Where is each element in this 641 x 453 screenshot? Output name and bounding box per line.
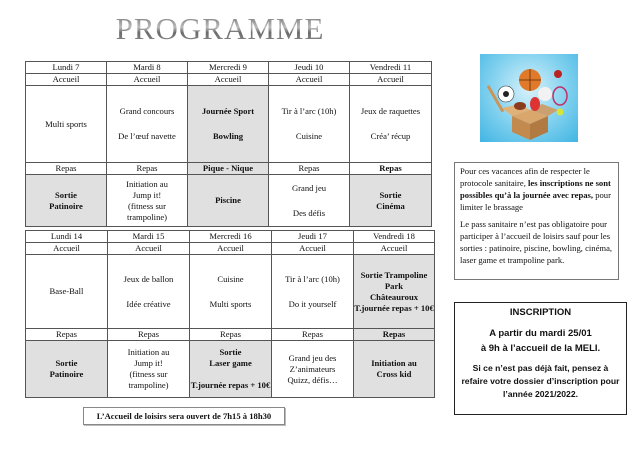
activity-line: Cuisine <box>295 131 323 141</box>
activity-line: T.journée repas + 10€ <box>190 380 271 390</box>
activity-line: Jump it! <box>134 358 163 368</box>
accueil-cell: Accueil <box>354 243 435 255</box>
activity-line: Jump it! <box>132 189 162 200</box>
afternoon-activity <box>190 341 272 398</box>
activity-line: Bowling <box>212 131 244 141</box>
accueil-cell: Accueil <box>272 243 354 255</box>
morning-activity <box>354 255 435 329</box>
activity-line: Laser game <box>209 358 252 368</box>
day-header: Mardi 15 <box>108 231 190 243</box>
afternoon-activity <box>269 175 350 227</box>
activity-line: Quizz, défis… <box>287 374 338 385</box>
accueil-cell: Accueil <box>188 74 269 86</box>
day-header: Mercredi 9 <box>188 62 269 74</box>
activity-line: De l’œuf navette <box>118 131 176 141</box>
lunch-cell <box>190 329 272 341</box>
activity-line: Grand jeu <box>291 182 327 193</box>
schedule-week-2 <box>25 230 435 398</box>
lunch-cell <box>269 163 350 175</box>
accueil-cell: Accueil <box>107 74 188 86</box>
health-pass-text: Le pass sanitaire n’est pas obligatoire pour participer à l’accueil de loisirs sauf pour les sorties : patinoire, piscine, bowling, cinéma, laser game et trampoline park. <box>460 219 613 265</box>
activity-line: Park <box>384 280 404 291</box>
lunch-label: Repas <box>137 329 159 339</box>
activity-line: Multi sports <box>209 298 252 309</box>
sports-box-image <box>480 54 578 142</box>
activity-line: Cuisine <box>217 273 244 284</box>
afternoon-activity <box>108 341 190 398</box>
morning-activity <box>107 86 188 163</box>
accueil-row <box>26 74 432 86</box>
morning-activity <box>269 86 350 163</box>
activity-line: Initiation au <box>371 358 417 368</box>
morning-row <box>26 86 432 163</box>
activity-line: Grand jeu des <box>288 352 337 363</box>
activity-line: Piscine <box>215 195 241 205</box>
activity-line: Initiation au <box>127 347 170 357</box>
activity-line: Sortie <box>55 358 78 368</box>
morning-activity <box>188 86 269 163</box>
days-row <box>26 62 432 74</box>
accueil-cell: Accueil <box>26 243 108 255</box>
accueil-cell: Accueil <box>108 243 190 255</box>
day-header: Vendredi 11 <box>350 62 432 74</box>
activity-line: Sortie <box>55 189 77 200</box>
activity-line: Créa’ récup <box>370 131 411 141</box>
activity-line: Cross kid <box>376 369 412 379</box>
activity-line: Tir à l’arc (10h) <box>285 273 340 284</box>
afternoon-activity <box>350 175 432 227</box>
lunch-label: Repas <box>219 329 241 339</box>
activity-line: (fitness sur trampoline) <box>126 200 168 222</box>
morning-activity <box>350 86 432 163</box>
morning-activity <box>26 86 107 163</box>
morning-activity <box>190 255 272 329</box>
activity-line: Sortie <box>379 189 402 200</box>
inscription-title: INSCRIPTION <box>509 307 572 318</box>
activity-line: Jeux de raquettes <box>360 106 421 116</box>
activity-line: trampoline) <box>128 380 169 390</box>
lunch-label: Repas <box>379 163 402 173</box>
lunch-cell <box>188 163 269 175</box>
sanitary-info-box <box>454 162 619 280</box>
afternoon-activity <box>26 175 107 227</box>
afternoon-activity <box>26 341 108 398</box>
activity-line: Multi sports <box>45 118 87 129</box>
inscription-note: Si ce n’est pas déjà fait, pensez à refaire votre dossier d’inscription pour l’année 2021/2022. <box>461 363 620 399</box>
activity-line: Sortie Trampoline <box>360 269 428 280</box>
activity-line: Initiation au <box>126 178 168 189</box>
afternoon-activity <box>107 175 188 227</box>
day-header: Mercredi 16 <box>190 231 272 243</box>
lunch-label: Repas <box>55 329 77 339</box>
page-title: PROGRAMME <box>0 11 440 47</box>
morning-activity <box>108 255 190 329</box>
lunch-row <box>26 163 432 175</box>
lunch-label: Pique - Nique <box>202 163 254 173</box>
accueil-row <box>26 243 435 255</box>
lunch-cell <box>350 163 432 175</box>
lunch-cell <box>272 329 354 341</box>
day-header: Vendredi 18 <box>354 231 435 243</box>
activity-line: Idée créative <box>126 298 171 309</box>
afternoon-activity <box>272 341 354 398</box>
lunch-label: Repas <box>136 163 158 173</box>
day-header: Jeudi 10 <box>269 62 350 74</box>
accueil-cell: Accueil <box>26 74 107 86</box>
lunch-cell <box>26 329 108 341</box>
activity-line: Patinoire <box>49 369 84 379</box>
lunch-label: Repas <box>298 163 320 173</box>
afternoon-row <box>26 175 432 227</box>
lunch-label: Repas <box>301 329 323 339</box>
morning-activity <box>26 255 108 329</box>
days-row <box>26 231 435 243</box>
activity-line: Do it yourself <box>288 298 337 309</box>
activity-line: Base-Ball <box>49 286 84 296</box>
activity-line: (fitness sur <box>129 369 168 379</box>
day-header: Lundi 14 <box>26 231 108 243</box>
sports-equipment-icon <box>480 54 578 142</box>
inscription-box <box>454 302 627 415</box>
activity-line: Z’animateurs <box>289 363 336 374</box>
afternoon-activity <box>188 175 269 227</box>
accueil-cell: Accueil <box>190 243 272 255</box>
day-header: Mardi 8 <box>107 62 188 74</box>
activity-line: Châteauroux <box>369 291 419 302</box>
accueil-cell: Accueil <box>269 74 350 86</box>
opening-hours-note: L’Accueil de loisirs sera ouvert de 7h15 à 18h30 <box>83 407 285 425</box>
activity-line: Tir à l’arc (10h) <box>281 106 337 116</box>
lunch-cell <box>26 163 107 175</box>
lunch-label: Repas <box>382 329 406 339</box>
activity-line: T.journée repas + 10€ <box>354 302 434 313</box>
morning-row <box>26 255 435 329</box>
activity-line: Sortie <box>219 347 242 357</box>
lunch-row <box>26 329 435 341</box>
activity-line: Cinéma <box>376 200 405 211</box>
registration-rule-text: Pour ces vacances afin de respecter le protocole sanitaire, les inscriptions ne sont possibles qu’à la journée avec repas, pour limiter le brassage <box>460 166 611 212</box>
activity-line: Jeux de ballon <box>123 273 174 284</box>
inscription-date: A partir du mardi 25/01 à 9h à l’accueil de la MELI. <box>480 328 601 354</box>
lunch-cell <box>108 329 190 341</box>
activity-line: Patinoire <box>49 200 83 211</box>
morning-activity <box>272 255 354 329</box>
activity-line <box>190 369 271 380</box>
afternoon-row <box>26 341 435 398</box>
accueil-cell: Accueil <box>350 74 432 86</box>
day-header: Jeudi 17 <box>272 231 354 243</box>
day-header: Lundi 7 <box>26 62 107 74</box>
activity-line: Grand concours <box>119 106 175 116</box>
activity-line: Journée Sport <box>201 106 255 116</box>
afternoon-activity <box>354 341 435 398</box>
lunch-label: Repas <box>55 163 77 173</box>
schedule-week-1 <box>25 61 432 227</box>
lunch-cell <box>107 163 188 175</box>
activity-line: Des défis <box>292 207 326 218</box>
lunch-cell <box>354 329 435 341</box>
